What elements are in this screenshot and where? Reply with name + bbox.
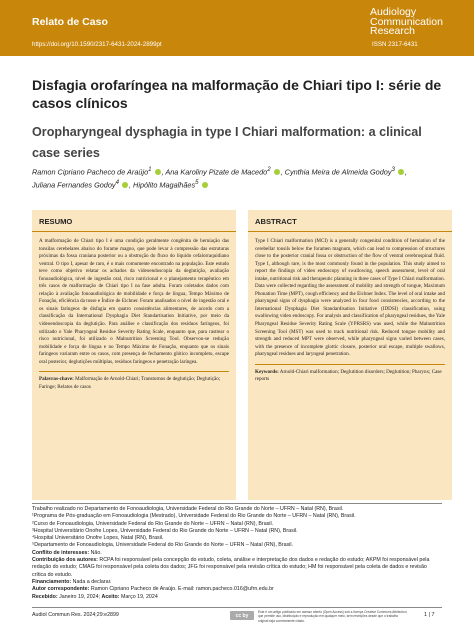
abstract-heading: ABSTRACT [255, 217, 297, 226]
author-list [32, 164, 442, 191]
issn: ISSN 2317-6431 [372, 41, 418, 48]
corresp-label: Autor correspondente: [32, 586, 90, 593]
orcid-icon[interactable] [155, 169, 161, 175]
author-name: Cynthia Meira de Almeida Godoy [284, 167, 392, 177]
license-text: Este é um artigo publicado em acesso aberto (Open Access) sob a licença Creative Commons Attribution, que permite uso, distribuição e reprodução em qualquer meio, sem restrições desde que o trabalho original seja corretamente citado. [258, 610, 408, 623]
footer-divider [32, 607, 442, 608]
orcid-icon[interactable] [202, 182, 208, 188]
keywords-label: Keywords: [255, 368, 279, 375]
journal-logo [370, 8, 465, 37]
footnote-affiliation: ⁵Departamento de Fonoaudiologia, Universidade Federal do Rio Grande do Norte – UFRN – Natal (RN), Brasil. [32, 542, 293, 549]
abstract-keywords [248, 369, 452, 384]
affiliation-sup: 1 [148, 166, 152, 173]
footnote-funding [32, 579, 442, 586]
journal-header [0, 0, 474, 56]
divider [39, 371, 229, 372]
divider [255, 364, 445, 365]
contrib-label: Contribuição dos autores: [32, 557, 98, 564]
received-label: Recebido: [32, 593, 58, 600]
orcid-icon[interactable] [274, 169, 280, 175]
affiliation-sup: 5 [195, 179, 199, 187]
abstract-text: Type I Chiari malformation (MCI) is a generally congenital condition of herniation of the cerebellar tonsils below the foramen magnum, which can lead to compression of structures close to the posterior cranial fossa or obstruction of the flow of ventral cerebrospinal fluid. Type I, although rare, is the most commonly found in the population. This study aimed to report the findings of video endoscopy of swallowing, speech assessment, level of oral intake, nutritional risk and therapeutic planning in three cases of Type I Chiari malformation. Data were collected regarding the assessment of mobility and strength of tongue, Maximum Phonation Time (MPT), cough efficiency and the Eichner Index. The level of oral intake and pharyngeal signs of dysphagia were analyzed in four food consistencies, according to the International Dysphagia Diet Standardisation Initiative (IDDSI) classification, using swallowing video endoscopy. For analysis and classification of pharyngeal residues, the Yale Pharyngeal Residue Severity Rating Scale (YPRSRS) was used, while the Malnutrition Screening Tool (MST) was used to track nutritional risk. Reduced tongue mobility and strength and reduced MPT were observed, while pharyngeal signs varied between cases, with the presence of incomplete glottic closure, posterior oral escape, multiple swallows, pharyngeal residues and laryngeal penetration. [255, 238, 445, 358]
affiliation-sup: 4 [115, 179, 119, 187]
resumo-text: A malformação de Chiari tipo I é uma condição geralmente congênita de herniação das tonsilas cerebelares abaixo do forame magno, que pode levar à compressão das estruturas próximas da fossa craniana posterior ou a obstrução do fluxo do líquido cefalorraquidiano ventral. O tipo I, apesar de raro, é o mais comumente encontrado na população. Este estudo teve como objetivo relatar os achados da videoendoscopia da deglutição, avaliação fonoaudiológica, nível de ingestão oral, risco nutricional e o planejamento terapêutico em três casos de malformação de Chiari tipo I na fase adulta. Foram coletados dados com relação à avaliação fonoaudiológica de mobilidade e força de língua, Tempo Máximo de Fonação, eficiência da tosse e Índice de Eichner. Foram analisados o nível de ingestão oral e os sinais faríngeos de disfagia em quatro consistências alimentares, de acordo com a classificação da International Dysphagia Diet Standartisation Initiative, por meio da videoendoscopia da deglutição. Para análise e classificação dos resíduos faríngeos, foi utilizado o Yale Pharyngeal Residue Severity Rating Scale, enquanto que, para rastrear o risco nutricional, foi utilizado o Malnutrition Screening Tool. Observou-se redução mobilidade e força de língua e no Tempo Máximo de Fonação, enquanto que os sinais faríngeos variaram entre os casos, com presença de fechamento glótico incompleto, escape oral posterior, deglutições múltiplas, resíduos faríngeos e penetração laríngea. [39, 238, 229, 365]
footnote-correspondence [32, 586, 442, 593]
keywords-label: Palavras-chave: [39, 376, 74, 383]
journal-citation: Audiol Commun Res. 2024;29:e2899 [32, 612, 119, 618]
author-line-2: Juliana Fernandes Godoy$^4$ , Hipólito Magalhães$^5$ [32, 177, 442, 190]
footnote-contributions [32, 557, 442, 579]
funding-label: Financiamento: [32, 578, 72, 585]
funding-text: Nada a declarar. [72, 578, 112, 585]
footnote-affiliation: ⁴Hospital Universitário Onofre Lopes, Natal (RN), Brasil. [32, 535, 164, 542]
cc-license-icon[interactable]: cc by [230, 611, 254, 620]
affiliation-sup: 3 [391, 166, 395, 173]
footnote-institution: Trabalho realizado no Departamento de Fonoaudiologia, Universidade Federal do Rio Grande do Norte – UFRN – Natal (RN), Brasil. [32, 506, 344, 512]
author-name: Ramon Cipriano Pacheco de Araújo [32, 167, 149, 177]
keywords-text: Malformação de Arnold-Chiari; Transtornos de deglutição; Deglutição; Faringe; Relatos de casos [39, 376, 221, 390]
logo-line-2: Communication [370, 15, 443, 28]
author-line-1: Ramon Cipriano Pacheco de Araújo$^1$ , Ana Karoliny Pizate de Macedo$^2$ , Cynthia Meira de Almeida Godoy$^3$ , [32, 166, 407, 177]
resumo-heading: RESUMO [39, 217, 73, 226]
orcid-icon[interactable] [122, 182, 128, 188]
author-name: Ana Karoliny Pizate de Macedo [165, 167, 268, 177]
abstract-box [248, 210, 452, 500]
conflict-text: Não. [90, 549, 102, 556]
footnotes [32, 503, 442, 601]
resumo-box [32, 210, 236, 500]
affiliation-sup: 2 [267, 166, 271, 173]
footnote-dates [32, 594, 442, 601]
logo-line-1: Audiology [370, 6, 417, 18]
received-date: Janeiro 19, 2024; [59, 593, 101, 600]
resumo-keywords [32, 376, 236, 391]
accepted-date: Março 19, 2024 [120, 593, 158, 600]
author-name: Juliana Fernandes Godoy [32, 180, 116, 190]
keywords-text: Arnold-Chiari malformation; Deglutition disorders; Deglutition; Pharynx; Case reports [255, 368, 442, 383]
conflict-label: Conflito de interesses: [32, 549, 90, 556]
contrib-text: RCPA foi responsável pela concepção do estudo, coleta, análise e interpretação dos dados e redação do estudo; AKPM foi responsável pela redação do estudo; CMAG foi responsável pela coleta dos dados; JFG foi responsável pela revisão crítica do estudo; HM foi responsável pela coleta de dados e revisão crítica do estudo. [32, 557, 430, 578]
article-title-pt: Disfagia orofaríngea na malformação de Chiari tipo I: série de casos clínicos [32, 77, 442, 111]
orcid-icon[interactable] [398, 169, 404, 175]
footnote-conflict [32, 550, 442, 557]
author-name: Hipólito Magalhães [133, 180, 196, 190]
accepted-label: Aceito: [101, 593, 120, 600]
footnote-affiliation: ²Curso de Fonoaudiologia, Universidade Federal do Rio Grande do Norte – UFRN – Natal (RN), Brasil. [32, 520, 274, 527]
logo-line-3: Research [370, 25, 415, 37]
doi-link[interactable]: https://doi.org/10.1590/2317-6431-2024-2899pt [32, 41, 162, 48]
footnote-affiliation: ¹Programa de Pós-graduação em Fonoaudiologia (Mestrado), Universidade Federal do Rio Grande do Norte – UFRN – Natal (RN), Brasil. [32, 513, 356, 520]
section-label: Relato de Caso [32, 16, 108, 28]
page-number: 1 | 7 [424, 612, 435, 618]
article-title-en: Oropharyngeal dysphagia in type I Chiari malformation: a clinical case series [32, 125, 422, 160]
corresp-text: Ramon Cipriano Pacheco de Araújo. E-mail: ramon.pacheco.016@ufrn.edu.br [90, 586, 274, 593]
footnote-affiliation: ³Hospital Universitário Onofre Lopes, Universidade Federal do Rio Grande do Norte – UFRN – Natal (RN), Brasil. [32, 527, 298, 534]
